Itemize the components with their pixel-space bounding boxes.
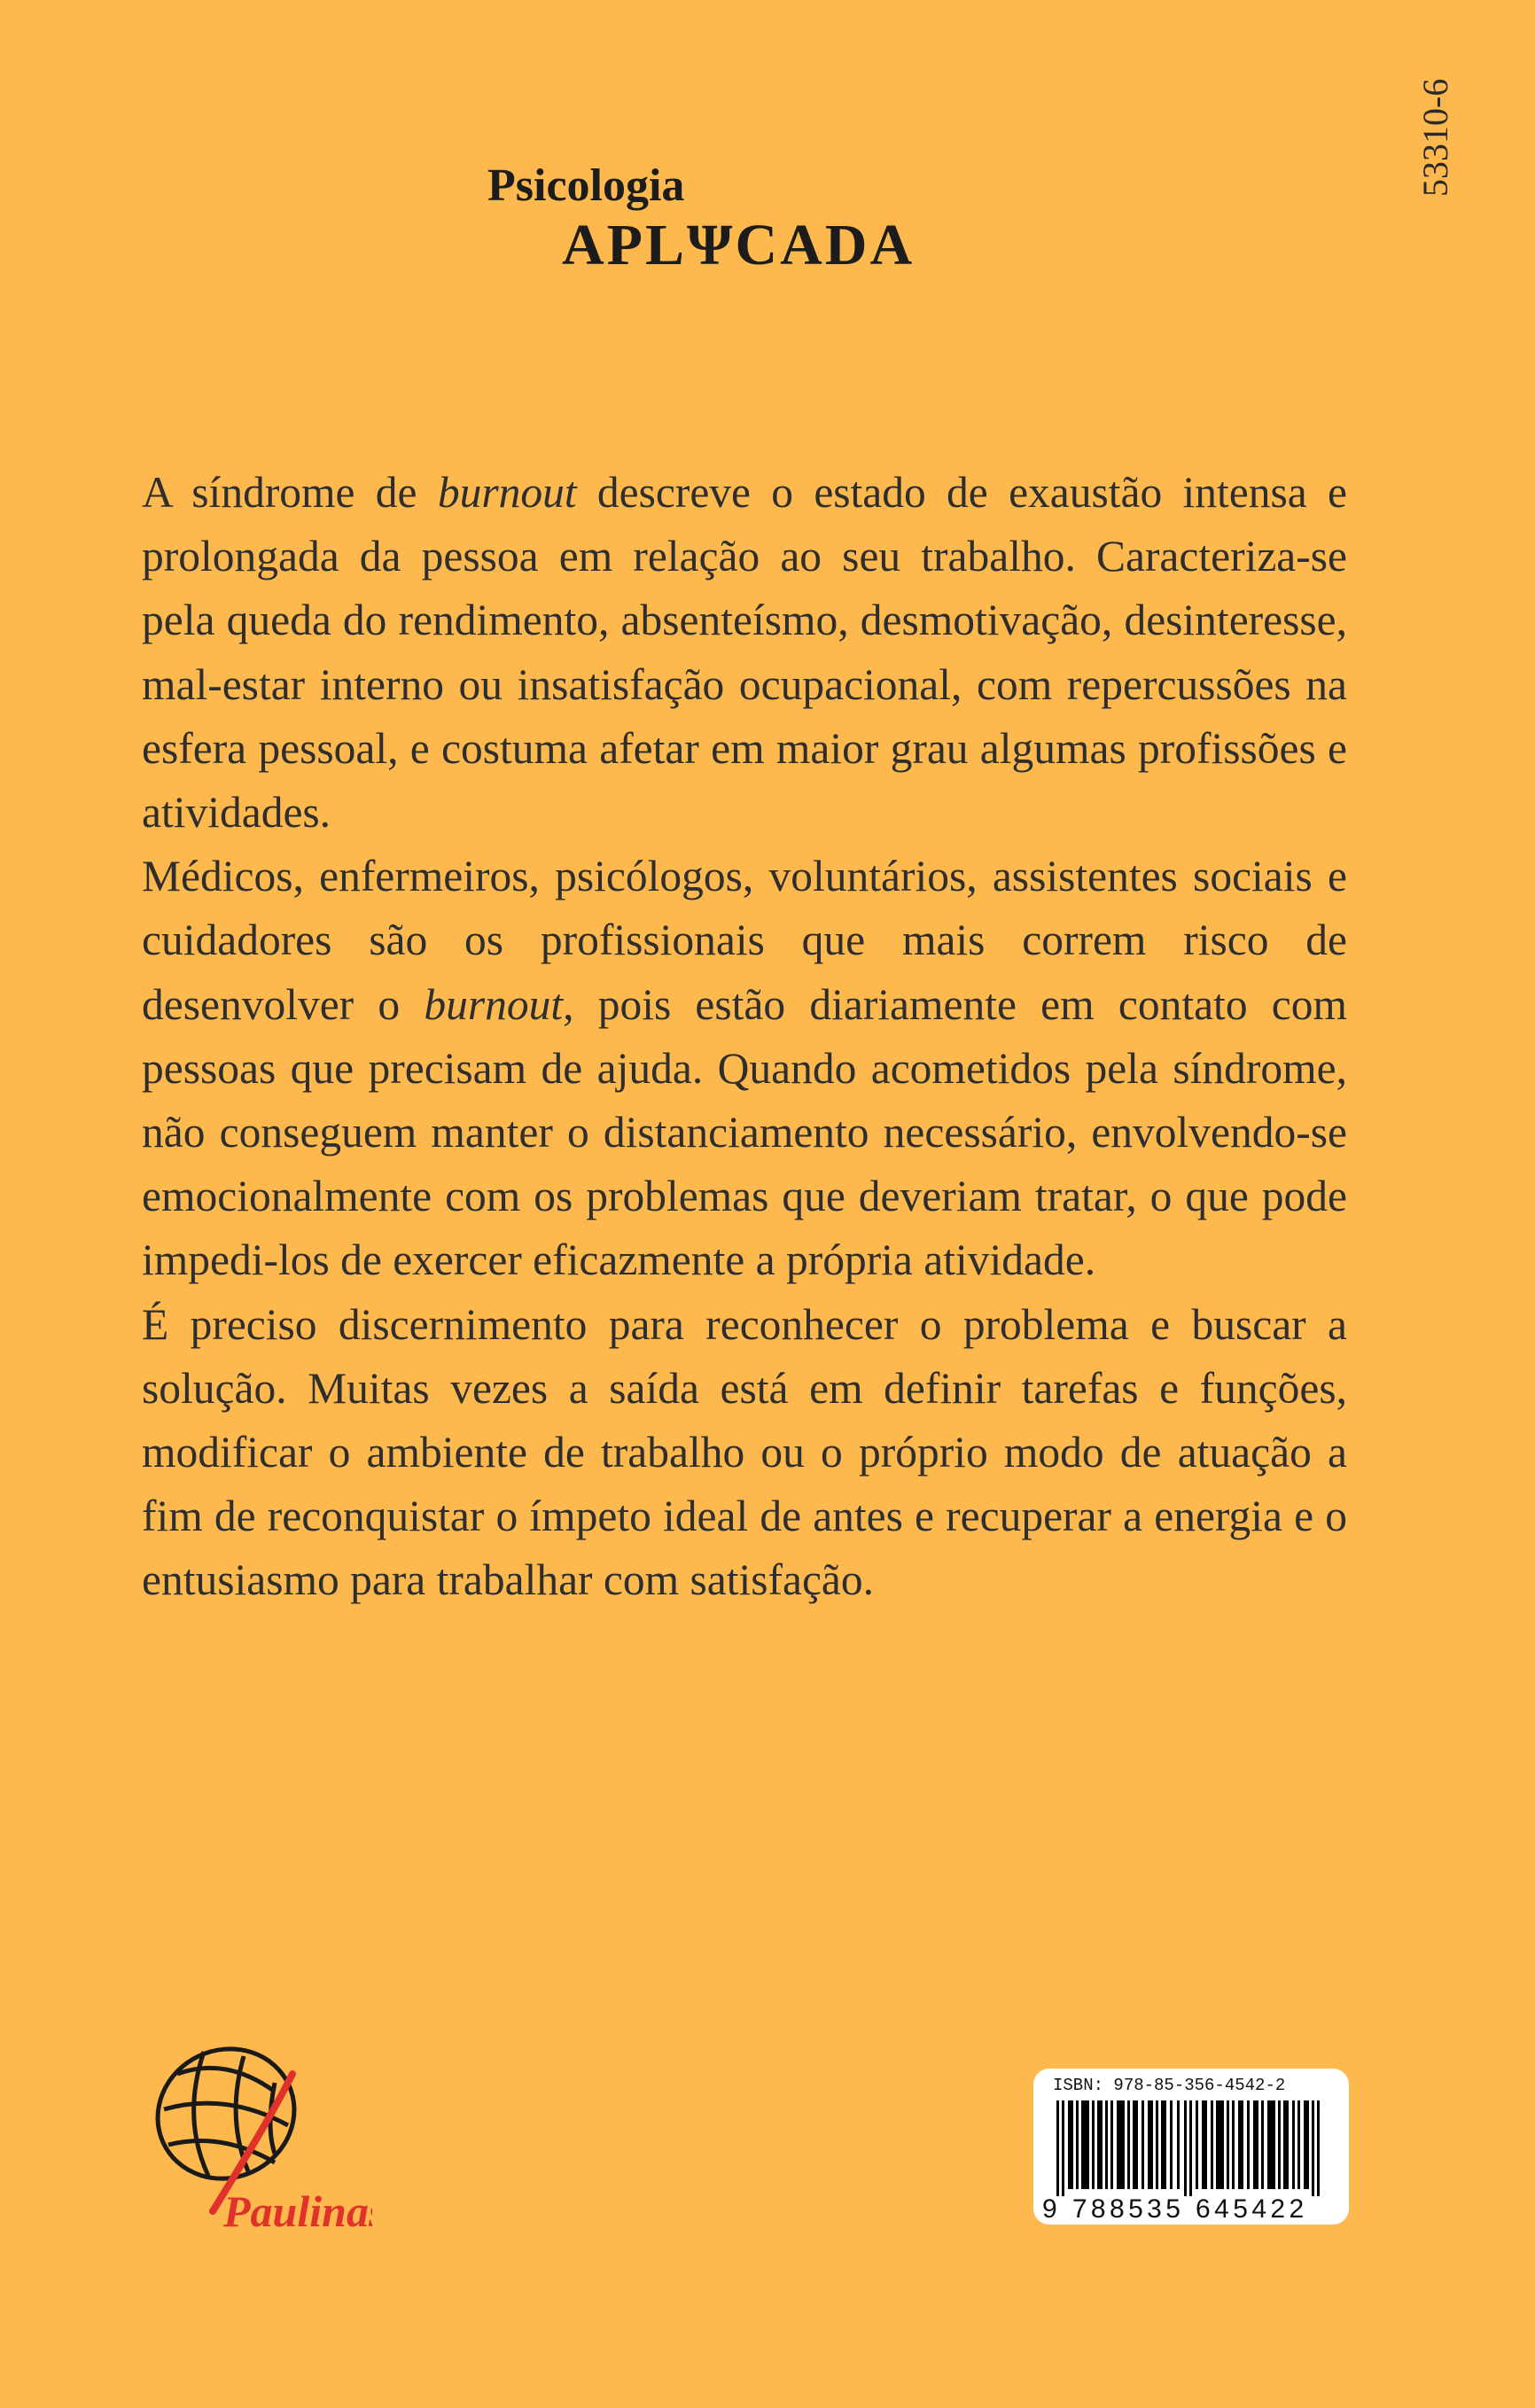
series-title-line1: Psicologia bbox=[487, 160, 685, 211]
series-title bbox=[487, 160, 915, 278]
catalog-code: 53310-6 bbox=[1415, 78, 1455, 197]
series-title-line2: APLΨCADA bbox=[562, 213, 916, 277]
paragraph-2: Médicos, enfermeiros, psicólogos, voluntários, assistentes sociais e cuidadores são os profissionais que mais correm risco de desenvolver o burnout, pois estão diariamente em contato com pessoas que precisam de ajuda. Quando acometidos pela síndrome, não conseguem manter o distanciamento necessário, envolvendo-se emocionalmente com os problemas que deveriam tratar, o que pode impedi-los de exercer eficazmente a própria atividade. bbox=[142, 852, 1347, 1285]
barcode-box bbox=[1033, 2069, 1349, 2225]
globe-icon bbox=[142, 2021, 372, 2242]
paulinas-logo bbox=[142, 2021, 372, 2242]
isbn-label: ISBN: 978-85-356-4542-2 bbox=[1053, 2076, 1286, 2095]
paragraph-3: É preciso discernimento para reconhecer o problema e buscar a solução. Muitas vezes a saída está em definir tarefas e funções, modificar o ambiente de trabalho ou o próprio modo de atuação a fim de reconquistar o ímpeto ideal de antes e recuperar a energia e o entusiasmo para trabalhar com satisfação. bbox=[142, 1299, 1347, 1605]
paulinas-logo-text: Paulinas bbox=[223, 2186, 372, 2236]
barcode-digits: 9 788535 645422 bbox=[1042, 2194, 1308, 2224]
back-cover-text bbox=[142, 461, 1347, 1613]
paragraph-1: A síndrome de burnout descreve o estado de exaustão intensa e prolongada da pessoa em relação ao seu trabalho. Caracteriza-se pela queda do rendimento, absenteísmo, desmotivação, desinteresse, mal-estar interno ou insatisfação ocupacional, com repercussões na esfera pessoal, e costuma afetar em maior grau algumas profissões e atividades. bbox=[142, 468, 1347, 838]
barcode-bars bbox=[1044, 2100, 1338, 2196]
